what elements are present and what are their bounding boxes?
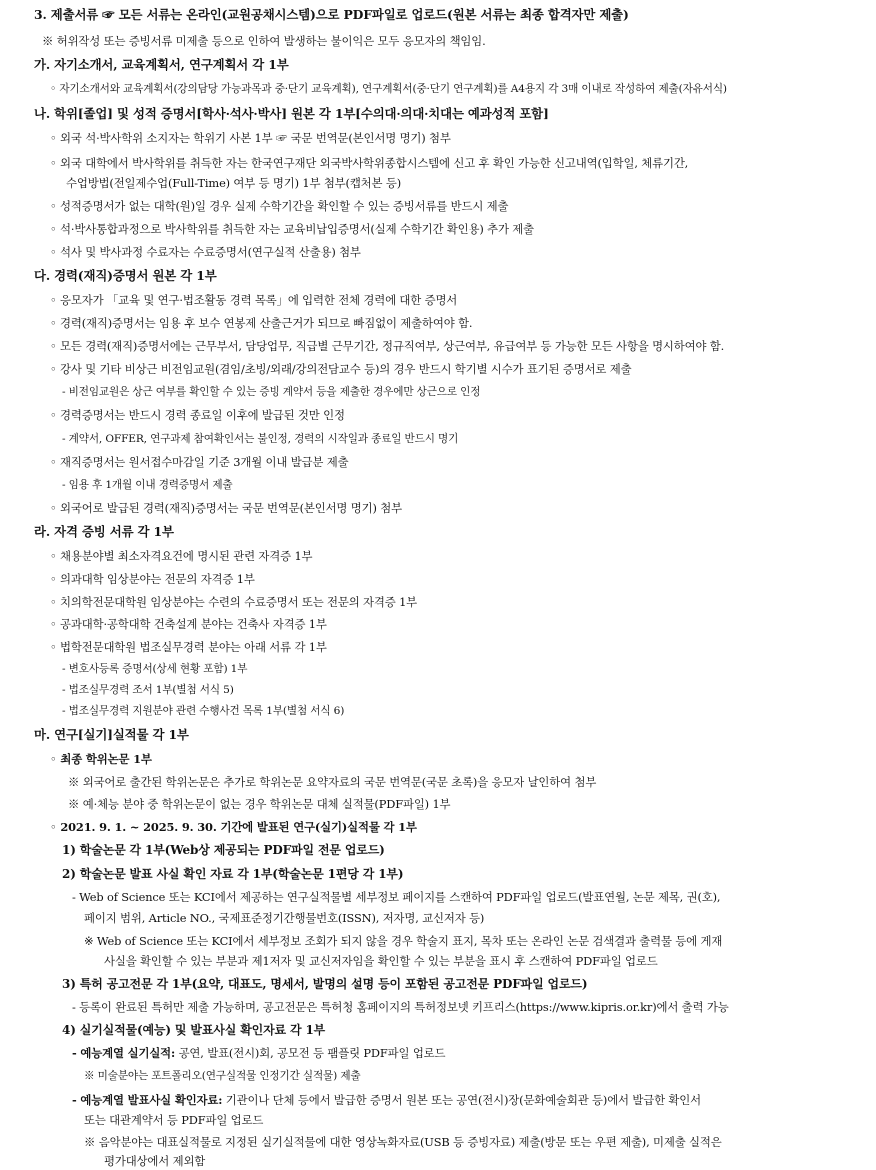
subsection-heading-na: 나. 학위[졸업] 및 성적 증명서[학사·석사·박사] 원본 각 1부[수의대·의대·치대는 예과성적 포함] <box>34 106 549 121</box>
list-item: ◦ 모든 경력(재직)증명서에는 근무부서, 담당업무, 직급별 근무기간, 정규직여부, 상근여부, 유급여부 등 가능한 모든 사항을 명시하여야 함. <box>50 339 725 353</box>
numbered-heading: 1) 학술논문 각 1부(Web상 제공되는 PDF파일 전문 업로드) <box>62 843 385 857</box>
list-item-continuation: 페이지 범위, Article NO., 국제표준정기간행물번호(ISSN), 저자명, 교신저자 등) <box>84 911 485 925</box>
list-item-continuation: 수업방법(전일제수업(Full-Time) 여부 등 명기) 1부 첨부(캡처본 등) <box>66 176 402 190</box>
note-item: ※ 예·체능 분야 중 학위논문이 없는 경우 학위논문 대체 실적물(PDF파일) 1부 <box>68 797 451 811</box>
numbered-heading: 2) 학술논문 발표 사실 확인 자료 각 1부(학술논문 1편당 각 1부) <box>62 867 404 881</box>
list-item: ◦ 경력(재직)증명서는 임용 후 보수 연봉제 산출근거가 되므로 빠짐없이 제출하여야 함. <box>50 316 473 330</box>
list-sub-item: - 비전임교원은 상근 여부를 확인할 수 있는 증빙 계약서 등을 제출한 경우에만 상근으로 인정 <box>62 386 481 398</box>
list-item: ◦ 외국어로 발급된 경력(재직)증명서는 국문 번역문(본인서명 명기) 첨부 <box>50 501 402 515</box>
list-item: ◦ 2021. 9. 1. ~ 2025. 9. 30. 기간에 발표된 연구(실기)실적물 각 1부 <box>50 820 417 834</box>
list-sub-item: - 법조실무경력 지원분야 관련 수행사건 목록 1부(별첨 서식 6) <box>62 705 345 717</box>
item-text: 공연, 발표(전시)회, 공모전 등 팸플릿 PDF파일 업로드 <box>175 1046 446 1060</box>
list-item: ◦ 최종 학위논문 1부 <box>50 752 152 766</box>
list-sub-item: - 변호사등록 증명서(상세 현황 포함) 1부 <box>62 663 248 675</box>
list-item: ◦ 채용분야별 최소자격요건에 명시된 관련 자격증 1부 <box>50 549 313 563</box>
list-item: ◦ 자기소개서와 교육계획서(강의담당 가능과목과 중·단기 교육계획), 연구계획서(중·단기 연구계획)를 A4용지 각 3매 이내로 작성하여 제출(자유서식) <box>50 83 727 95</box>
list-item-continuation: 사실을 확인할 수 있는 부분과 제1저자 및 교신저자임을 확인할 수 있는 부분을 표시 후 스캔하여 PDF파일 업로드 <box>104 954 658 968</box>
list-sub-item: - 계약서, OFFER, 연구과제 참여확인서는 불인정, 경력의 시작일과 종료일 반드시 명기 <box>62 433 459 445</box>
list-item: ◦ 외국 대학에서 박사학위를 취득한 자는 한국연구재단 외국박사학위종합시스템에 신고 후 확인 가능한 신고내역(입학일, 체류기간, <box>50 156 689 170</box>
note-item: ※ 미술분야는 포트폴리오(연구실적물 인정기간 실적물) 제출 <box>84 1070 361 1082</box>
list-item: ◦ 치의학전문대학원 임상분야는 수련의 수료증명서 또는 전문의 자격증 1부 <box>50 595 418 609</box>
note-item: ※ Web of Science 또는 KCI에서 세부정보 조회가 되지 않을 경우 학술지 표지, 목차 또는 온라인 논문 검색결과 출력물 등에 게재 <box>84 934 723 948</box>
numbered-heading: 4) 실기실적물(예능) 및 발표사실 확인자료 각 1부 <box>62 1023 326 1037</box>
note-item: ※ 외국어로 출간된 학위논문은 추가로 학위논문 요약자료의 국문 번역문(국문 초록)을 응모자 날인하여 첨부 <box>68 775 597 789</box>
list-item-continuation: 또는 대관계약서 등 PDF파일 업로드 <box>84 1113 264 1127</box>
list-sub-item <box>72 1092 701 1108</box>
subsection-heading-ra: 라. 자격 증빙 서류 각 1부 <box>34 524 174 539</box>
item-text: 기관이나 단체 등에서 발급한 증명서 원본 또는 공연(전시)장(문화예술회관 등)에서 발급한 확인서 <box>222 1093 701 1107</box>
list-item: ◦ 법학전문대학원 법조실무경력 분야는 아래 서류 각 1부 <box>50 640 327 654</box>
list-item: ◦ 외국 석·박사학위 소지자는 학위기 사본 1부 ☞ 국문 번역문(본인서명 명기) 첨부 <box>50 131 451 145</box>
list-sub-item: - Web of Science 또는 KCI에서 제공하는 연구실적물별 세부정보 페이지를 스캔하여 PDF파일 업로드(발표연월, 논문 제목, 권(호), <box>72 890 721 904</box>
bold-lead: - 예능계열 실기실적: <box>72 1046 176 1060</box>
bold-lead: - 예능계열 발표사실 확인자료: <box>72 1093 223 1107</box>
list-sub-item <box>72 1045 445 1061</box>
note-item: ※ 음악분야는 대표실적물로 지정된 실기실적물에 대한 영상녹화자료(USB 등 증빙자료) 제출(방문 또는 우편 제출), 미제출 실적은 <box>84 1135 722 1149</box>
list-sub-item: - 등록이 완료된 특허만 제출 가능하며, 공고전문은 특허청 홈페이지의 특허정보넷 키프리스(https://www.kipris.or.kr)에서 출력 가능 <box>72 1000 729 1014</box>
list-item: ◦ 강사 및 기타 비상근 비전임교원(겸임/초빙/외래/강의전담교수 등)의 경우 반드시 학기별 시수가 표기된 증명서로 제출 <box>50 362 632 376</box>
list-item: ◦ 응모자가 「교육 및 연구·법조활동 경력 목록」에 입력한 전체 경력에 대한 증명서 <box>50 293 458 307</box>
list-sub-item: - 법조실무경력 조서 1부(별첨 서식 5) <box>62 684 234 696</box>
list-item: ◦ 성적증명서가 없는 대학(원)일 경우 실제 수학기간을 확인할 수 있는 증빙서류를 반드시 제출 <box>50 199 509 213</box>
list-item: ◦ 석사 및 박사과정 수료자는 수료증명서(연구실적 산출용) 첨부 <box>50 245 361 259</box>
list-item: ◦ 재직증명서는 원서접수마감일 기준 3개월 이내 발급분 제출 <box>50 455 349 469</box>
list-sub-item: - 임용 후 1개월 이내 경력증명서 제출 <box>62 479 233 491</box>
list-item: ◦ 의과대학 임상분야는 전문의 자격증 1부 <box>50 572 255 586</box>
list-item-continuation: 평가대상에서 제외함 <box>104 1154 206 1168</box>
list-item: ◦ 경력증명서는 반드시 경력 종료일 이후에 발급된 것만 인정 <box>50 408 345 422</box>
numbered-heading: 3) 특허 공고전문 각 1부(요약, 대표도, 명세서, 발명의 설명 등이 포함된 공고전문 PDF파일 업로드) <box>62 977 588 991</box>
list-item: ◦ 석·박사통합과정으로 박사학위를 취득한 자는 교육비납입증명서(실제 수학기간 확인용) 추가 제출 <box>50 222 535 236</box>
list-item: ◦ 공과대학·공학대학 건축설계 분야는 건축사 자격증 1부 <box>50 617 327 631</box>
subsection-heading-ma: 마. 연구[실기]실적물 각 1부 <box>34 727 189 742</box>
section-heading-submission-documents: 3. 제출서류 ☞ 모든 서류는 온라인(교원공채시스템)으로 PDF파일로 업로드(원본 서류는 최종 합격자만 제출) <box>34 7 629 22</box>
subsection-heading-ga: 가. 자기소개서, 교육계획서, 연구계획서 각 1부 <box>34 57 289 72</box>
note-false-statement: ※ 허위작성 또는 증빙서류 미제출 등으로 인하여 발생하는 불이익은 모두 응모자의 책임임. <box>42 34 486 48</box>
subsection-heading-da: 다. 경력(재직)증명서 원본 각 1부 <box>34 268 217 283</box>
